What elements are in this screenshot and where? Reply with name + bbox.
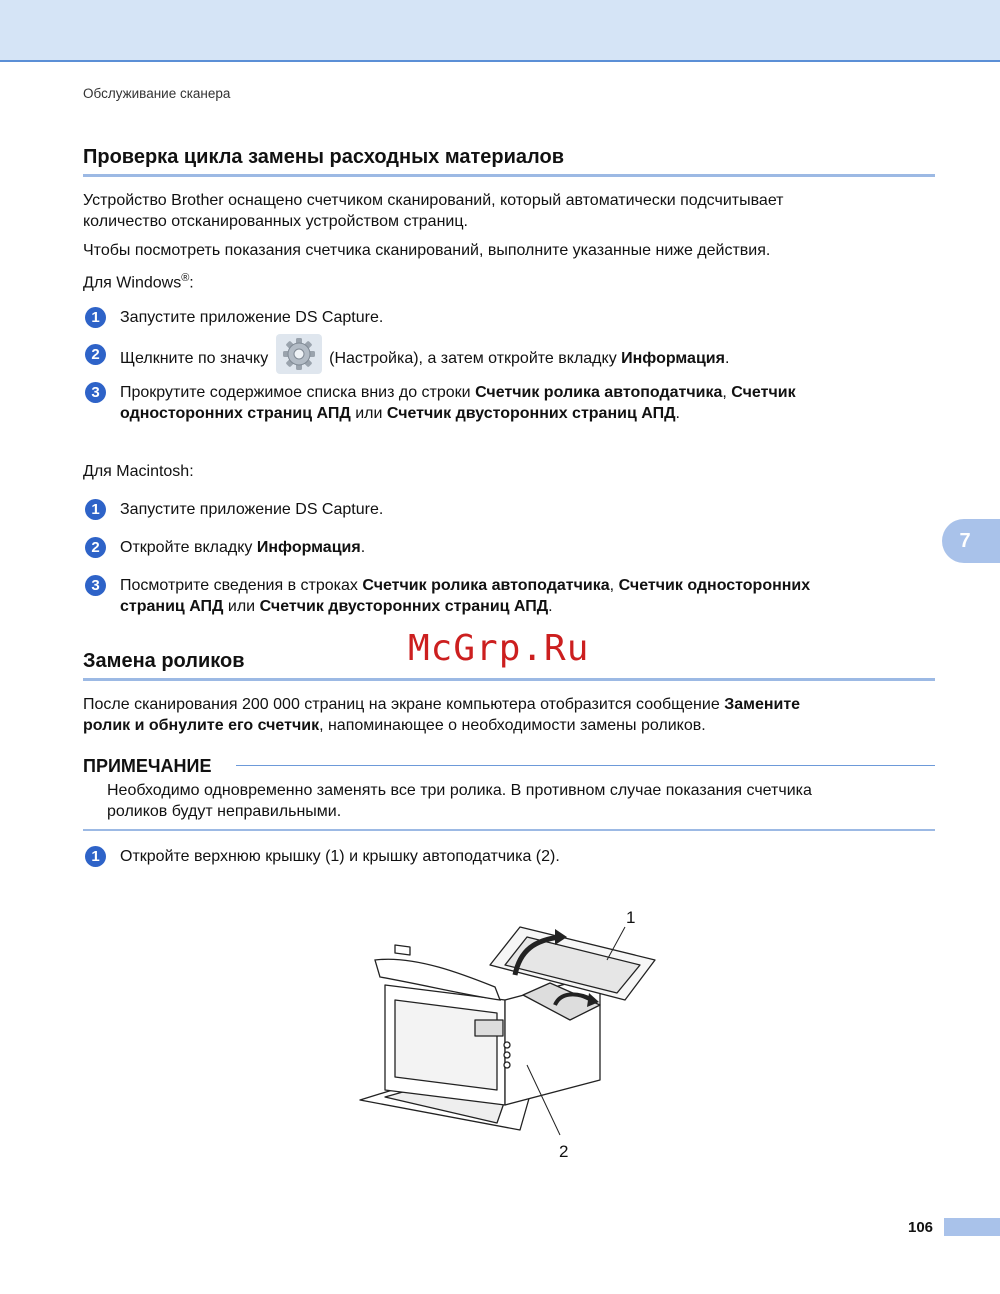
rollers-para-bold-1: Замените bbox=[724, 696, 801, 713]
instruction-paragraph: Чтобы посмотреть показания счетчика сканирований, выполните указанные ниже действия. bbox=[83, 242, 771, 259]
rollers-step-1 bbox=[83, 846, 935, 868]
step-text-pre: Откройте вкладку bbox=[120, 539, 253, 556]
step-text-bold-3: Счетчик двусторонних страниц АПД bbox=[386, 405, 676, 422]
step-text bbox=[120, 537, 920, 558]
mac-step-3 bbox=[83, 575, 935, 619]
step-number: 3 bbox=[85, 382, 106, 403]
step-number: 2 bbox=[85, 344, 106, 365]
step-number: 2 bbox=[85, 537, 106, 558]
mac-label: Для Macintosh: bbox=[83, 463, 194, 480]
step-text-bold-2a: Счетчик bbox=[731, 384, 796, 401]
step-text-bold-3: Счетчик двусторонних страниц АПД bbox=[259, 598, 549, 615]
windows-step-3 bbox=[83, 382, 935, 426]
step-text-pre: Щелкните по значку bbox=[120, 350, 269, 368]
note-line-1: Необходимо одновременно заменять все три ролика. В противном случае показания счетчика bbox=[107, 782, 812, 799]
rollers-para-end: , напоминающее о необходимости замены роликов. bbox=[319, 717, 706, 734]
watermark: McGrp.Ru bbox=[408, 628, 590, 669]
step-text-bold-1: Счетчик ролика автоподатчика bbox=[475, 384, 723, 401]
step-text: Запустите приложение DS Capture. bbox=[120, 501, 384, 518]
section-rule bbox=[83, 678, 935, 681]
step-text-end: . bbox=[360, 539, 366, 556]
chapter-tab: 7 bbox=[942, 519, 1000, 563]
settings-gear-icon bbox=[275, 334, 323, 374]
step-text-sep: , bbox=[722, 384, 727, 401]
step-text-or: или bbox=[355, 405, 383, 422]
step-number: 1 bbox=[85, 499, 106, 520]
windows-step-1 bbox=[83, 307, 935, 329]
step-text: Запустите приложение DS Capture. bbox=[120, 309, 384, 326]
note-rule-top bbox=[236, 765, 935, 766]
step-text-end: . bbox=[548, 598, 553, 615]
breadcrumb: Обслуживание сканера bbox=[83, 86, 231, 101]
rollers-para-pre: После сканирования 200 000 страниц на экране компьютера отобразится сообщение bbox=[83, 696, 720, 713]
section-title-rollers: Замена роликов bbox=[83, 650, 245, 672]
step-text bbox=[120, 344, 920, 374]
page-number: 106 bbox=[908, 1219, 934, 1236]
step-text-sep: , bbox=[609, 577, 615, 594]
header-band bbox=[0, 0, 1000, 62]
windows-label bbox=[83, 268, 935, 293]
step-text-bold-1: Счетчик ролика автоподатчика bbox=[362, 577, 610, 594]
step-text-pre: Прокрутите содержимое списка вниз до строки bbox=[120, 384, 471, 401]
windows-label-text: Для Windows bbox=[83, 274, 182, 292]
step-text bbox=[120, 382, 920, 424]
registered-mark: ® bbox=[181, 272, 190, 284]
step-text-pre: Посмотрите сведения в строках bbox=[120, 577, 358, 594]
step-text-bold: Информация bbox=[256, 539, 361, 556]
step-text-bold-2a: Счетчик односторонних bbox=[618, 577, 811, 594]
step-text-mid: (Настройка), а затем откройте вкладку bbox=[329, 350, 617, 368]
intro-line-2: количество отсканированных устройством страниц. bbox=[83, 213, 468, 230]
step-text-end: . bbox=[724, 350, 730, 368]
note-line-2: роликов будут неправильными. bbox=[107, 803, 342, 820]
step-text-bold: Информация bbox=[621, 350, 725, 368]
windows-step-2 bbox=[83, 344, 935, 366]
callout-2-label: 2 bbox=[559, 1142, 569, 1161]
step-text-bold-2b: односторонних страниц АПД bbox=[120, 405, 351, 422]
section-title-consumables: Проверка цикла замены расходных материалов bbox=[83, 146, 565, 168]
rollers-para-bold-2: ролик и обнулите его счетчик bbox=[83, 717, 320, 734]
note-title: ПРИМЕЧАНИЕ bbox=[83, 756, 212, 776]
section-rule bbox=[83, 174, 935, 177]
step-text: Откройте верхнюю крышку (1) и крышку автоподатчика (2). bbox=[120, 848, 560, 865]
mac-step-2 bbox=[83, 537, 935, 559]
intro-paragraph bbox=[83, 190, 935, 232]
step-text-bold-2b: страниц АПД bbox=[120, 598, 224, 615]
step-number: 3 bbox=[85, 575, 106, 596]
windows-colon: : bbox=[189, 274, 194, 292]
rollers-paragraph bbox=[83, 694, 935, 736]
note-body bbox=[107, 780, 935, 822]
scanner-illustration bbox=[355, 905, 665, 1165]
note-rule-bottom bbox=[83, 829, 935, 831]
callout-1-label: 1 bbox=[626, 908, 636, 927]
mac-step-1 bbox=[83, 499, 935, 521]
page-number-bar bbox=[944, 1218, 1000, 1236]
step-number: 1 bbox=[85, 846, 106, 867]
step-text bbox=[120, 575, 920, 617]
step-text-or: или bbox=[227, 598, 256, 615]
step-number: 1 bbox=[85, 307, 106, 328]
scanner-drawing bbox=[355, 905, 665, 1165]
intro-line-1: Устройство Brother оснащено счетчиком сканирований, который автоматически подсчитывает bbox=[83, 192, 784, 209]
step-text-end: . bbox=[675, 405, 680, 422]
